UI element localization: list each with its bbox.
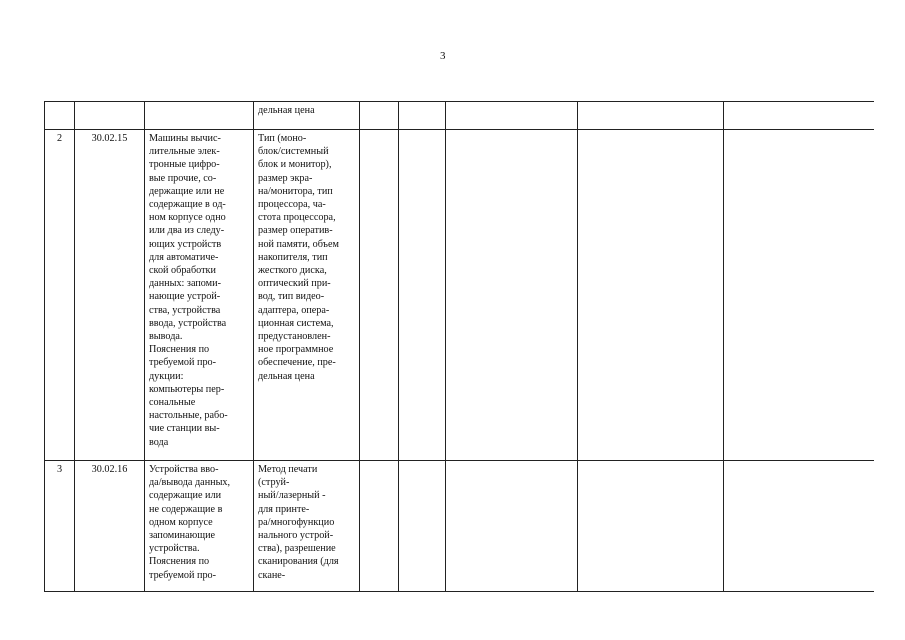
empty-cell (724, 102, 875, 130)
product-name-cell (145, 102, 254, 130)
okpd-code-cell (75, 102, 145, 130)
table-row (45, 102, 875, 130)
empty-cell (446, 130, 578, 461)
characteristic-cell: Тип (моно- блок/системный блок и монитор), размер экра- на/монитора, тип процессора, ча- стота процессора, размер оператив- ной памяти, объем накопителя, тип жесткого диска, оптический при- вод, тип видео- адаптера, опера- ционная система, предустановлен- ное программное обеспечение, пре- дельная цена (254, 130, 360, 461)
row-number-cell (45, 102, 75, 130)
row-number-cell: 3 (45, 461, 75, 593)
empty-cell (399, 130, 446, 461)
empty-cell (578, 461, 724, 593)
empty-cell (578, 102, 724, 130)
empty-cell (724, 461, 875, 593)
table-row (45, 461, 875, 593)
product-name-cell: Устройства вво- да/вывода данных, содержащие или не содержащие в одном корпусе запоминающие устройства. Пояснения по требуемой про- (145, 461, 254, 593)
row-number-cell: 2 (45, 130, 75, 461)
empty-cell (399, 461, 446, 593)
empty-cell (724, 130, 875, 461)
table-row (45, 130, 875, 461)
requirements-table (44, 101, 874, 592)
okpd-code-cell: 30.02.16 (75, 461, 145, 593)
empty-cell (446, 461, 578, 593)
product-name-cell: Машины вычис- лительные элек- тронные цифро- вые прочие, со- держащие или не содержащие в од- ном корпусе одно или два из следу- ющих устройств для автоматиче- ской обработки данных: запоми- нающие устрой- ства, устройства ввода, устройства вывода. Пояснения по требуемой про- дукции: компьютеры пер- сональные настольные, рабо- чие станции вы- вода (145, 130, 254, 461)
characteristic-cell: Метод печати (струй- ный/лазерный - для принте- ра/многофункцио нального устрой- ства), разрешение сканирования (для скане- (254, 461, 360, 593)
empty-cell (446, 102, 578, 130)
requirements-table-frame (44, 101, 874, 592)
okpd-code-cell: 30.02.15 (75, 130, 145, 461)
characteristic-cell: дельная цена (254, 102, 360, 130)
empty-cell (360, 130, 399, 461)
empty-cell (399, 102, 446, 130)
empty-cell (360, 102, 399, 130)
page-number: 3 (440, 50, 446, 62)
empty-cell (360, 461, 399, 593)
empty-cell (578, 130, 724, 461)
